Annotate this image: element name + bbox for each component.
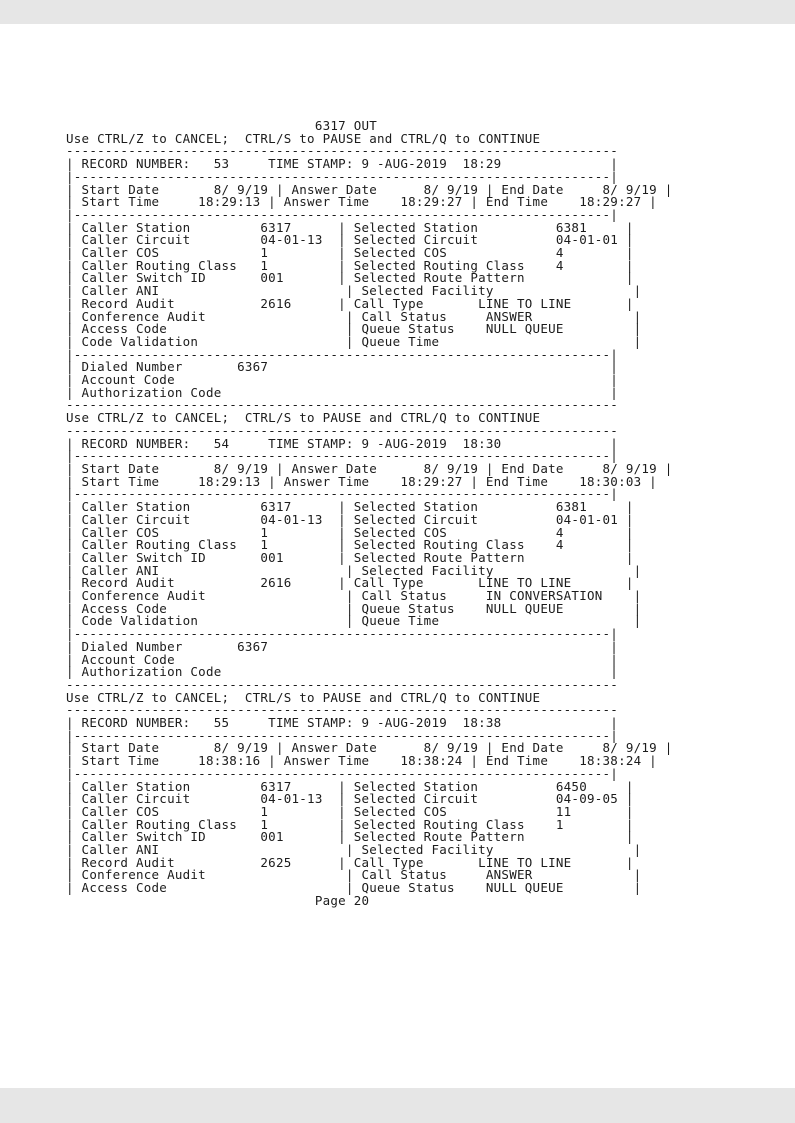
printout-line: |---------------------------------------------------------------------|	[66, 486, 619, 502]
printout-line: | Caller Station 6317 | Selected Station 6381 |	[66, 499, 634, 515]
printout-line: | Caller COS 1 | Selected COS 4 |	[66, 524, 634, 540]
printout-line: | Authorization Code |	[66, 384, 619, 400]
printout-line: Use CTRL/Z to CANCEL; CTRL/S to PAUSE and CTRL/Q to CONTINUE	[66, 689, 541, 705]
printout-line: Use CTRL/Z to CANCEL; CTRL/S to PAUSE and CTRL/Q to CONTINUE	[66, 130, 541, 146]
printout-line: | Authorization Code |	[66, 664, 619, 680]
printout-line: | Conference Audit | Call Status ANSWER |	[66, 867, 642, 883]
printout-line: | Caller ANI | Selected Facility |	[66, 283, 642, 299]
printout-line: | Access Code | Queue Status NULL QUEUE |	[66, 321, 642, 337]
printout-line: Use CTRL/Z to CANCEL; CTRL/S to PAUSE and CTRL/Q to CONTINUE	[66, 410, 541, 426]
printout-page	[66, 120, 706, 908]
printout-line: |---------------------------------------------------------------------|	[66, 765, 619, 781]
printout-line: | Start Date 8/ 9/19 | Answer Date 8/ 9/19 | End Date 8/ 9/19 |	[66, 740, 673, 756]
printout-line: | Dialed Number 6367 |	[66, 638, 619, 654]
printout-line: | Code Validation | Queue Time |	[66, 613, 642, 629]
printout-line: |---------------------------------------------------------------------|	[66, 727, 619, 743]
printout-line: | Access Code | Queue Status NULL QUEUE |	[66, 600, 642, 616]
scan-bottom-band	[0, 1088, 795, 1123]
printout-line: | Record Audit 2616 | Call Type LINE TO LINE |	[66, 575, 634, 591]
printout-body	[66, 130, 706, 896]
printout-line: | Conference Audit | Call Status IN CONVERSATION |	[66, 588, 642, 604]
printout-line: | Caller Routing Class 1 | Selected Routing Class 4 |	[66, 537, 634, 553]
printout-line: | Caller COS 1 | Selected COS 4 |	[66, 245, 634, 261]
printout-line: | Start Time 18:38:16 | Answer Time 18:38:24 | End Time 18:38:24 |	[66, 753, 657, 769]
printout-line: -----------------------------------------------------------------------	[66, 422, 619, 438]
printout-line: | Caller Station 6317 | Selected Station 6450 |	[66, 778, 634, 794]
printout-line: | Caller Switch ID 001 | Selected Route Pattern |	[66, 270, 634, 286]
printout-line: | RECORD NUMBER: 55 TIME STAMP: 9 -AUG-2019 18:38 |	[66, 715, 619, 731]
printout-line: | RECORD NUMBER: 54 TIME STAMP: 9 -AUG-2019 18:30 |	[66, 435, 619, 451]
printout-line: | Caller Circuit 04-01-13 | Selected Circuit 04-01-01 |	[66, 511, 634, 527]
printout-line: | Record Audit 2625 | Call Type LINE TO LINE |	[66, 854, 634, 870]
scan-top-band	[0, 0, 795, 24]
printout-line: | Caller Circuit 04-01-13 | Selected Circuit 04-01-01 |	[66, 232, 634, 248]
printout-line: | Caller ANI | Selected Facility |	[66, 842, 642, 858]
page-footer: Page 20	[66, 892, 370, 908]
printout-line: -----------------------------------------------------------------------	[66, 143, 619, 159]
printout-line: |---------------------------------------------------------------------|	[66, 346, 619, 362]
printout-line: | Caller Switch ID 001 | Selected Route Pattern |	[66, 549, 634, 565]
printout-line: | Record Audit 2616 | Call Type LINE TO LINE |	[66, 295, 634, 311]
printout-line: | Start Date 8/ 9/19 | Answer Date 8/ 9/19 | End Date 8/ 9/19 |	[66, 460, 673, 476]
printout-line: | Caller Circuit 04-01-13 | Selected Circuit 04-09-05 |	[66, 791, 634, 807]
printout-line: | RECORD NUMBER: 53 TIME STAMP: 9 -AUG-2019 18:29 |	[66, 156, 619, 172]
printout-line: | Start Date 8/ 9/19 | Answer Date 8/ 9/19 | End Date 8/ 9/19 |	[66, 181, 673, 197]
printout-line: | Access Code | Queue Status NULL QUEUE |	[66, 880, 642, 896]
printout-line: | Caller Switch ID 001 | Selected Route Pattern |	[66, 829, 634, 845]
printout-line: | Caller Station 6317 | Selected Station 6381 |	[66, 219, 634, 235]
printout-line: | Caller Routing Class 1 | Selected Routing Class 4 |	[66, 257, 634, 273]
printout-line: | Code Validation | Queue Time |	[66, 333, 642, 349]
printout-line: |---------------------------------------------------------------------|	[66, 168, 619, 184]
printout-line: |---------------------------------------------------------------------|	[66, 448, 619, 464]
printout-line: | Dialed Number 6367 |	[66, 359, 619, 375]
printout-line: -----------------------------------------------------------------------	[66, 397, 619, 413]
printout-line: | Caller COS 1 | Selected COS 11 |	[66, 803, 634, 819]
printout-line: | Start Time 18:29:13 | Answer Time 18:29:27 | End Time 18:30:03 |	[66, 473, 657, 489]
printout-line: -----------------------------------------------------------------------	[66, 676, 619, 692]
printout-line: | Conference Audit | Call Status ANSWER |	[66, 308, 642, 324]
printout-line: |---------------------------------------------------------------------|	[66, 626, 619, 642]
report-header: 6317 OUT	[66, 118, 378, 133]
printout-line: | Account Code |	[66, 651, 619, 667]
printout-line: | Start Time 18:29:13 | Answer Time 18:29:27 | End Time 18:29:27 |	[66, 194, 657, 210]
printout-line: -----------------------------------------------------------------------	[66, 702, 619, 718]
printout-line: | Account Code |	[66, 372, 619, 388]
printout-line: |---------------------------------------------------------------------|	[66, 206, 619, 222]
printout-line: | Caller Routing Class 1 | Selected Routing Class 1 |	[66, 816, 634, 832]
printout-line: | Caller ANI | Selected Facility |	[66, 562, 642, 578]
